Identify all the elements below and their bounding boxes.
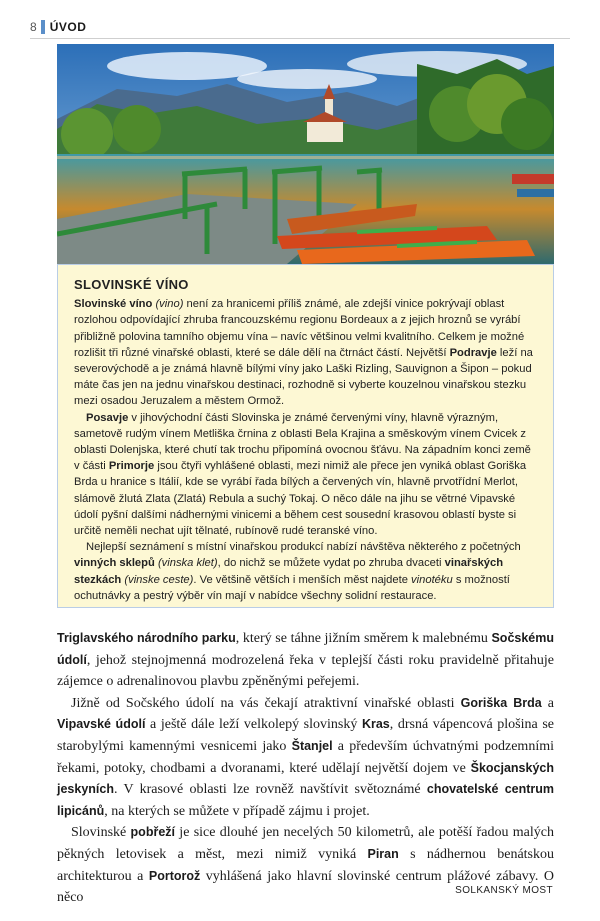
italic-term: vinotéku	[411, 573, 453, 586]
infobox-paragraph-1: Slovinské víno (vino) není za hranicemi příliš známé, ale zdejší vinice pokrývají oblast rozlohou odpovídající zhruba francouzskému regionu Bordeaux a z jejich hroznů se vyrábí přibližně polovina tamního objemu vína – navíc většinou velmi kvalitního. Celkem je možné rozlišit tři různé vinařské oblasti, které se dále dělí na čtrnáct částí. Největší Podravje leží na severovýchodě a je známá hlavně bílými víny jako Laški Rizling, Sauvignon a Šipon – pokud máte čas jen na jednu vinařskou destinaci, rozhodně si vyberte kouzelnou vinařskou stezku mezi osadou Jeruzalem a městem Ormož.	[74, 298, 533, 408]
bold-term: Vipavské údolí	[57, 717, 146, 732]
bold-term: Portorož	[148, 868, 201, 883]
bold-term: Slovinské víno	[74, 298, 153, 311]
main-paragraph-2: Jižně od Sočského údolí na vás čekají atraktivní vinařské oblasti Goriška Brda a Vipavské údolí a ještě dále leží velkolepý slovinský Kras, drsná vápencová plošina se starobylými kamennými vesnicemi jako Štanjel a především úchvatnými podzemními řekami, potoky, chodbami a dvoranami, které udělají největší dojem ve Škocjanských jeskyních. V krasové oblasti lze rovněž navštívit světoznámé chovatelské centrum lipicánů, na kterých se můžete v případě zájmu i projet.	[57, 695, 555, 819]
infobox-title: SLOVINSKÉ VÍNO	[74, 277, 189, 292]
bold-term: Goriška Brda	[460, 695, 542, 710]
wine-infobox	[57, 264, 554, 608]
bold-term: Kras	[361, 717, 390, 732]
bold-term: Sočskému údolí	[57, 631, 554, 667]
bold-term: Posavje	[86, 411, 129, 424]
main-paragraph-1: Triglavského národního parku, který se táhne jižním směrem k malebnému Sočskému údolí, jehož stejnojmenná modrozelená řeka v teplejší části roku pravidelně přitahuje zájemce o adrenalinovou plavbu zpěněnými peřejemi.	[57, 631, 554, 690]
bold-term: Štanjel	[291, 738, 333, 753]
bold-term: Primorje	[108, 460, 155, 473]
infobox-paragraph-2: Posavje v jihovýchodní části Slovinska je známé červenými víny, hlavně výrazným, sametově rudým vínem Metliška črnina z oblasti Bela Krajina a směskovým vínem Cvicek z oblasti Dolenjska, které chutí tak trochu připomíná ovocnou šťávu. Na západním konci země v části Primorje jsou čtyři vyhlášené oblasti, mezi nimiž ale přece jen vyniká oblast Goriška Brda u hranice s Itálií, kde se vyrábí řada bílých a červených vín, hlavně prvotřídní Merlot, slámově žlutá Zlata (Zlatá) Rebula a suchý Tokaj. O něco dále na jihu se větrné Vipavské údolí pyšní dalšími nádhernými vinicemi a během cest sousední krasovou oblastí byste si určitě neměli nechat ujít tělnaté, rubínově rudé teranské víno.	[74, 411, 531, 538]
italic-term: (vinske ceste)	[124, 573, 194, 586]
main-paragraph-3: Slovinské pobřeží je sice dlouhé jen necelých 50 kilometrů, ale potěší řadou malých pěkných letovisek a měst, mezi nimiž vyniká Piran s nádhernou benátskou architekturou a Portorož vyhlášená jako hlavní slovinské centrum plážové zábavy. O něco	[57, 825, 554, 906]
section-marker	[41, 20, 45, 34]
header-rule	[30, 38, 570, 39]
page-header	[30, 18, 86, 36]
bold-term: vinařských stezkách	[74, 557, 504, 586]
bold-term: pobřeží	[130, 825, 175, 840]
bold-term: Triglavského národního parku	[57, 631, 236, 645]
lake-church-boats-photo	[57, 44, 554, 264]
italic-term: (vino)	[155, 298, 184, 311]
bold-term: vinných sklepů	[74, 557, 155, 570]
bold-term: Škocjanských jeskyních	[57, 760, 554, 797]
infobox-paragraph-3: Nejlepší seznámení s místní vinařskou produkcí nabízí návštěva některého z početných vinných sklepů (vinska klet), do nichž se můžete vydat po zhruba dvaceti vinařských stezkách (vinske ceste). Ve většině větších i menších měst najdete vinotéku s možností ochutnávky a pestrý výběr vín mají v nabídce všechny solidní restaurace.	[74, 541, 521, 602]
bold-term: Podravje	[449, 346, 497, 359]
page-number: 8	[30, 20, 37, 34]
italic-term: (vinska klet)	[157, 557, 218, 570]
running-footer: SOLKANSKÝ MOST	[455, 885, 553, 896]
section-title: ÚVOD	[49, 20, 87, 34]
main-text	[57, 628, 554, 909]
bold-term: Piran	[367, 846, 399, 861]
bold-term: chovatelské centrum lipicánů	[57, 782, 555, 818]
